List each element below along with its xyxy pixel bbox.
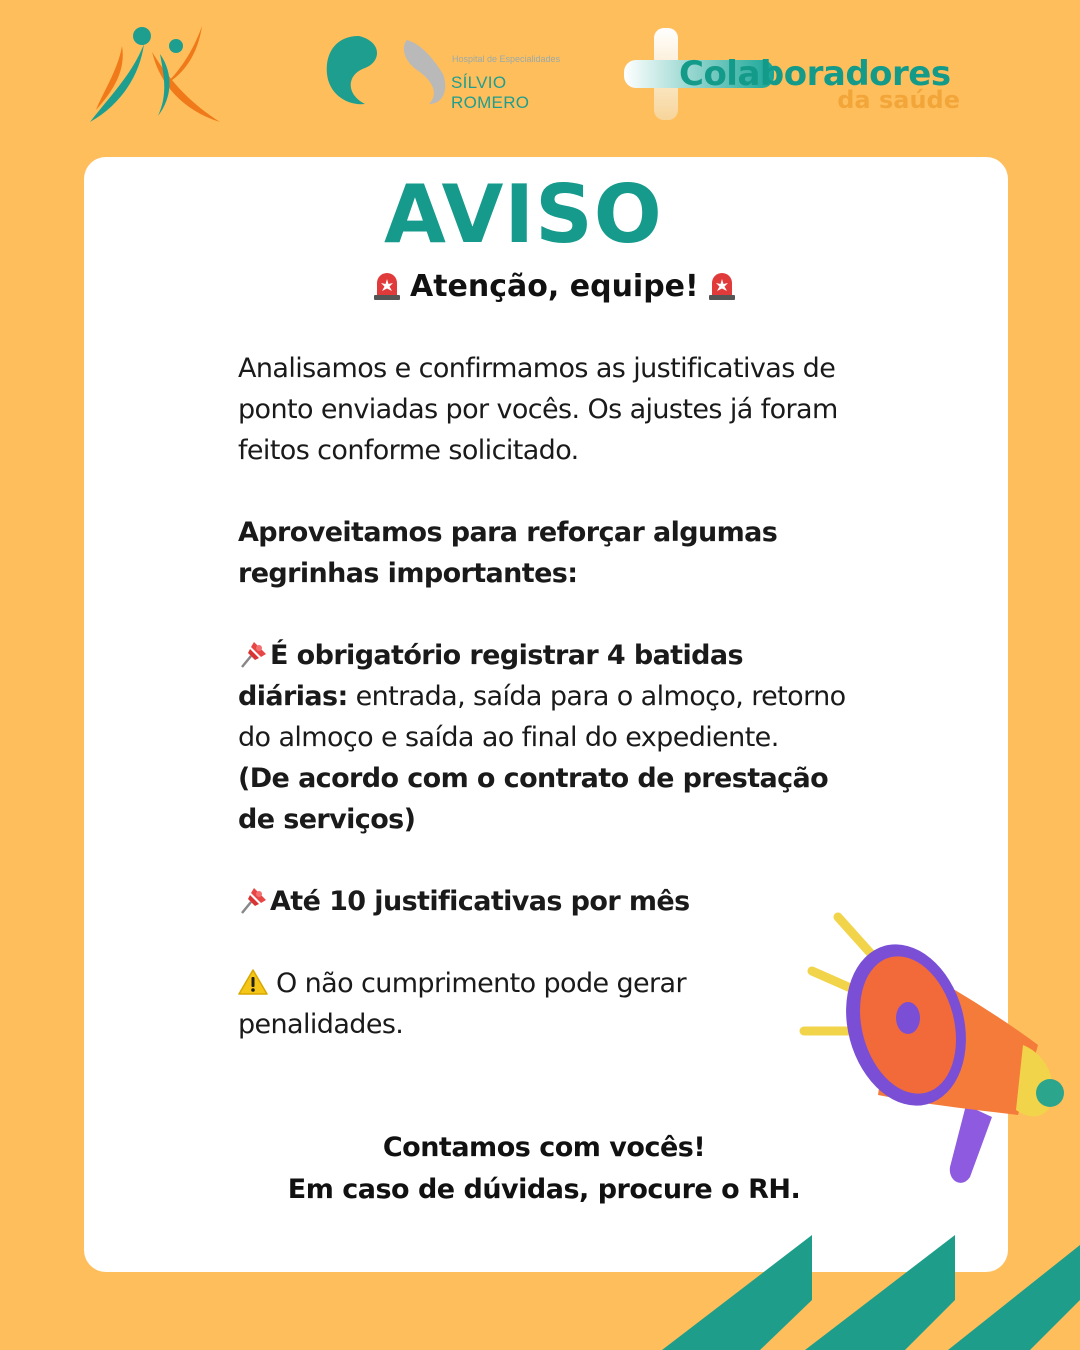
notice-title: AVISO — [384, 168, 663, 261]
organization-logo — [82, 24, 222, 128]
reinforce-paragraph: Aproveitamos para reforçar algumas regrinhas importantes: — [238, 517, 778, 589]
colaboradores-subtitle: da saúde — [837, 86, 960, 114]
warning-line — [238, 963, 858, 1045]
notice-body — [238, 348, 858, 1045]
rule-1-bold: É obrigatório registrar 4 batidas diárias: — [238, 640, 743, 712]
subtitle-text: Atenção, equipe! — [410, 268, 699, 304]
rule-1 — [238, 635, 858, 840]
warning-icon — [238, 967, 268, 995]
rule-2 — [238, 881, 858, 922]
siren-icon — [707, 271, 737, 301]
pushpin-icon — [238, 639, 270, 669]
warning-text: O não cumprimento pode gerar penalidades. — [238, 968, 686, 1040]
rule-2-text: Até 10 justificativas por mês — [270, 886, 690, 917]
colaboradores-title: Colaboradores — [679, 54, 951, 94]
colaboradores-logo — [622, 28, 982, 124]
siren-icon — [372, 271, 402, 301]
closing-line-2: Em caso de dúvidas, procure o RH. — [287, 1174, 801, 1205]
closing-message — [238, 1127, 850, 1211]
intro-paragraph: Analisamos e confirmamos as justificativas de ponto enviadas por vocês. Os ajustes já foram feitos conforme solicitado. — [238, 353, 838, 466]
closing-line-1: Contamos com vocês! — [382, 1132, 706, 1163]
megaphone-illustration — [798, 905, 1068, 1195]
hospital-logo — [325, 34, 580, 112]
rule-1-note: (De acordo com o contrato de prestação de serviços) — [238, 763, 829, 835]
notice-subtitle — [372, 266, 722, 306]
rule-1-text: entrada, saída para o almoço, retorno do almoço e saída ao final do expediente. — [238, 681, 846, 753]
pushpin-icon — [238, 885, 270, 915]
hospital-subtitle: Hospital de Especialidades — [452, 54, 561, 64]
hospital-name: SÍLVIO ROMERO — [451, 73, 530, 112]
